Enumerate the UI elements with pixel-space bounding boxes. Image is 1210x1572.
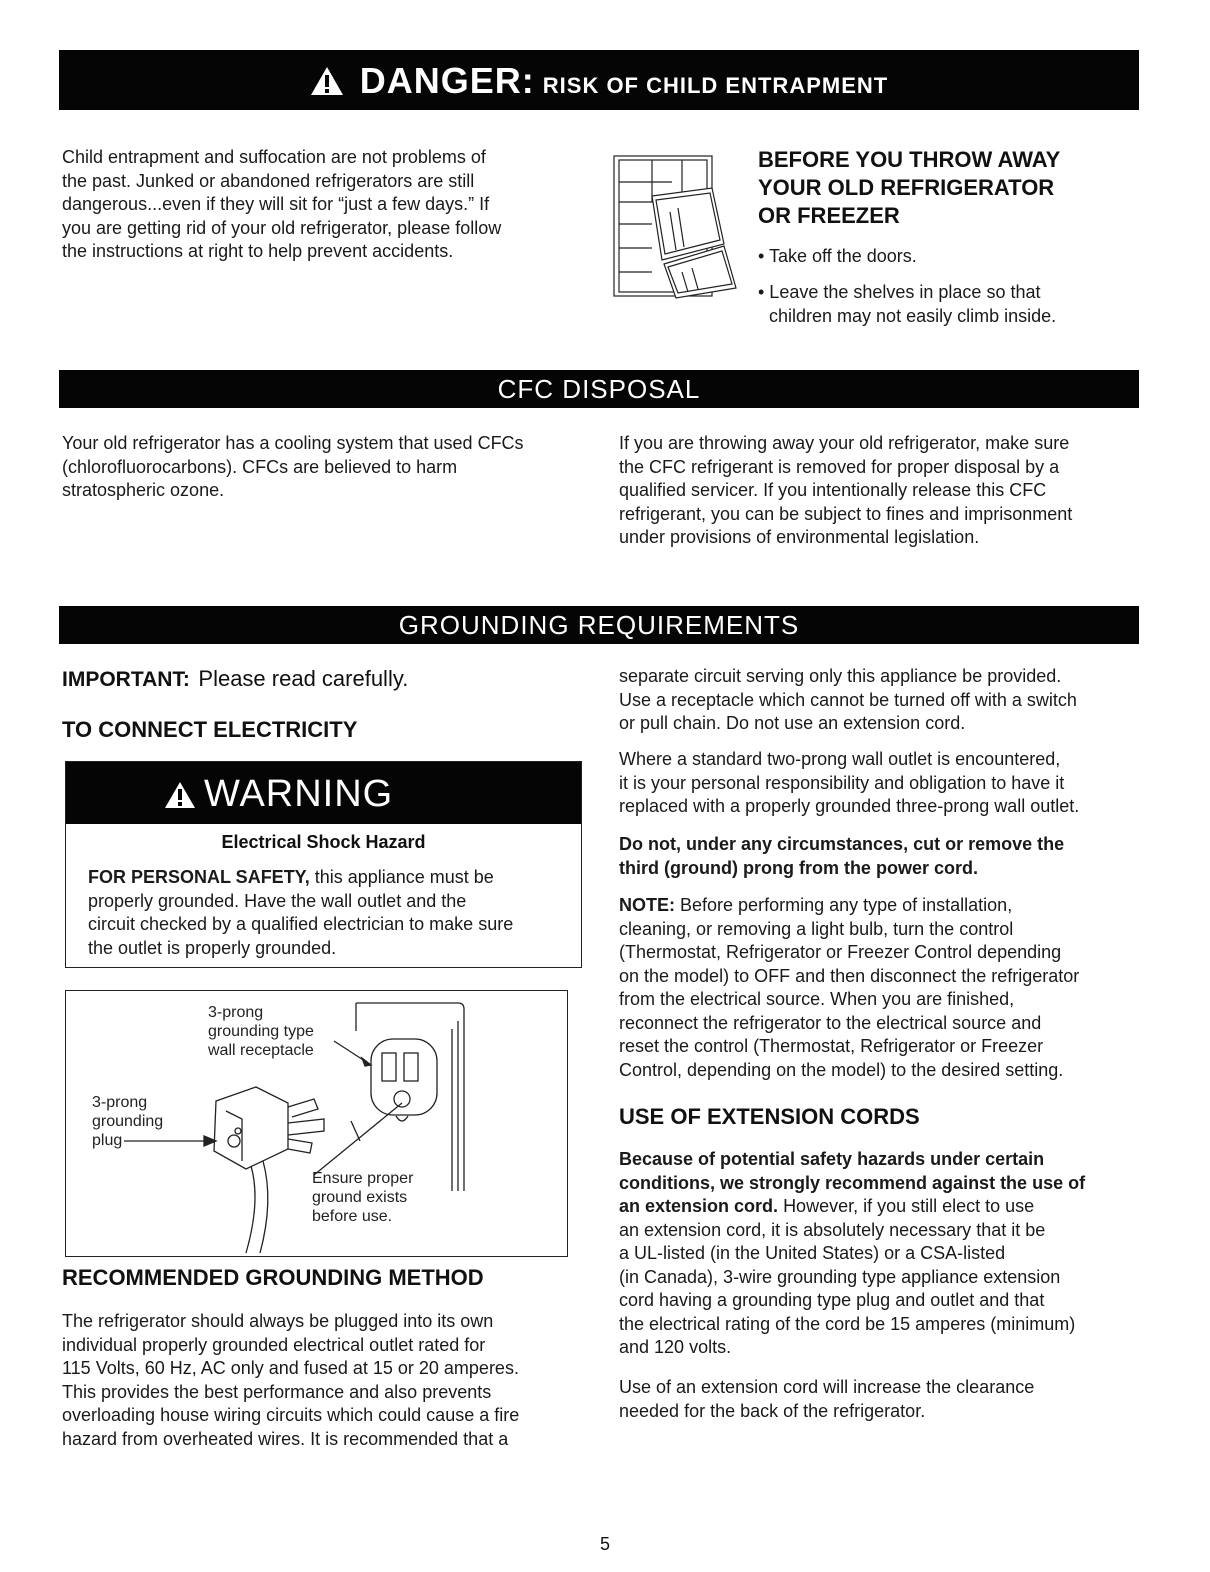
refrigerator-doors-removed-illustration bbox=[612, 152, 762, 302]
cfc-banner bbox=[59, 370, 1139, 408]
danger-title: DANGER: bbox=[359, 60, 535, 101]
danger-banner bbox=[59, 50, 1139, 110]
bullet-item: • Leave the shelves in place so that children may not easily climb inside. bbox=[758, 282, 1057, 326]
cfc-right-text: If you are throwing away your old refrigerator, make sure the CFC refrigerant is removed for proper disposal by a qualified servicer. If you intentionally release this CFC refrigerant, you can be subject to fines and imprisonment under provisions of environmental legislation. bbox=[619, 433, 1073, 547]
cfc-title: CFC DISPOSAL bbox=[497, 374, 701, 404]
extension-heading: USE OF EXTENSION CORDS bbox=[619, 1104, 920, 1129]
connect-heading: TO CONNECT ELECTRICITY bbox=[62, 717, 358, 742]
ensure-label: Ensure proper ground exists before use. bbox=[312, 1170, 414, 1225]
two-prong-text: Where a standard two-prong wall outlet is encountered, it is your personal responsibility and obligation to have it replaced with a properly grounded three-prong wall outlet. bbox=[619, 749, 1080, 816]
circuit-text: separate circuit serving only this appliance be provided. Use a receptacle which cannot be turned off with a switch or pull chain. Do not use an extension cord. bbox=[619, 666, 1077, 733]
danger-body: Child entrapment and suffocation are not problems of the past. Junked or abandoned refrigerators are still dangerous...even if they will sit for “just a few days.” If you are getting rid of your old refrigerator, please follow the instructions at right to help prevent accidents. bbox=[62, 147, 502, 261]
danger-subtitle: RISK OF CHILD ENTRAPMENT bbox=[542, 73, 889, 98]
grounding-plug-diagram bbox=[65, 990, 568, 1257]
warning-subtitle: Electrical Shock Hazard bbox=[221, 832, 426, 852]
method-heading: RECOMMENDED GROUNDING METHOD bbox=[62, 1265, 484, 1290]
bullet-item: • Take off the doors. bbox=[758, 246, 917, 266]
note-text: NOTE: Before performing any type of installation, cleaning, or removing a light bulb, turn the control (Thermostat, Refrigerator or Freezer Control depending on the model) to OFF and then disconnect the refrigerator from the electrical source. When you are finished, reconnect the refrigerator to the electrical source and reset the control (Thermostat, Refrigerator or Freezer Control, depending on the model) to the desired setting. bbox=[619, 895, 1080, 1080]
grounding-title: GROUNDING REQUIREMENTS bbox=[398, 610, 800, 640]
warning-triangle-icon bbox=[164, 781, 196, 809]
plug-label: 3-prong grounding plug bbox=[92, 1094, 164, 1149]
warning-triangle-icon bbox=[310, 66, 344, 96]
grounding-banner bbox=[59, 606, 1139, 644]
page-number: 5 bbox=[599, 1534, 610, 1554]
warning-text: FOR PERSONAL SAFETY, this appliance must be properly grounded. Have the wall outlet and the circuit checked by a qualified electrician to make sure the outlet is properly grounded. bbox=[88, 867, 514, 958]
cfc-left-text: Your old refrigerator has a cooling system that used CFCs (chlorofluorocarbons). CFCs are believed to harm stratospheric ozone. bbox=[62, 433, 524, 500]
important-line: IMPORTANT: Please read carefully. bbox=[62, 666, 409, 691]
warning-box bbox=[65, 761, 582, 968]
prong-warning-text: Do not, under any circumstances, cut or remove the third (ground) prong from the power cord. bbox=[619, 834, 1065, 878]
before-heading: BEFORE YOU THROW AWAY YOUR OLD REFRIGERATOR OR FREEZER bbox=[758, 147, 1061, 228]
clearance-text: Use of an extension cord will increase the clearance needed for the back of the refrigerator. bbox=[619, 1377, 1035, 1421]
warning-title: WARNING bbox=[204, 773, 394, 815]
method-text: The refrigerator should always be plugged into its own individual properly grounded electrical outlet rated for 115 Volts, 60 Hz, AC only and fused at 15 or 20 amperes. This provides the best performance and also prevents overloading house wiring circuits which could cause a fire hazard from overheated wires. It is recommended that a bbox=[62, 1311, 520, 1449]
extension-text: Because of potential safety hazards under certain conditions, we strongly recommend against the use of an extension cord. However, if you still elect to use an extension cord, it is absolutely necessary that it be a UL-listed (in the United States) or a CSA-listed (in Canada), 3-wire grounding type appliance extension cord having a grounding type plug and outlet and that the electrical rating of the cord be 15 amperes (minimum) and 120 volts. bbox=[619, 1149, 1086, 1357]
receptacle-label: 3-prong grounding type wall receptacle bbox=[208, 1004, 314, 1059]
warning-header bbox=[66, 762, 581, 824]
